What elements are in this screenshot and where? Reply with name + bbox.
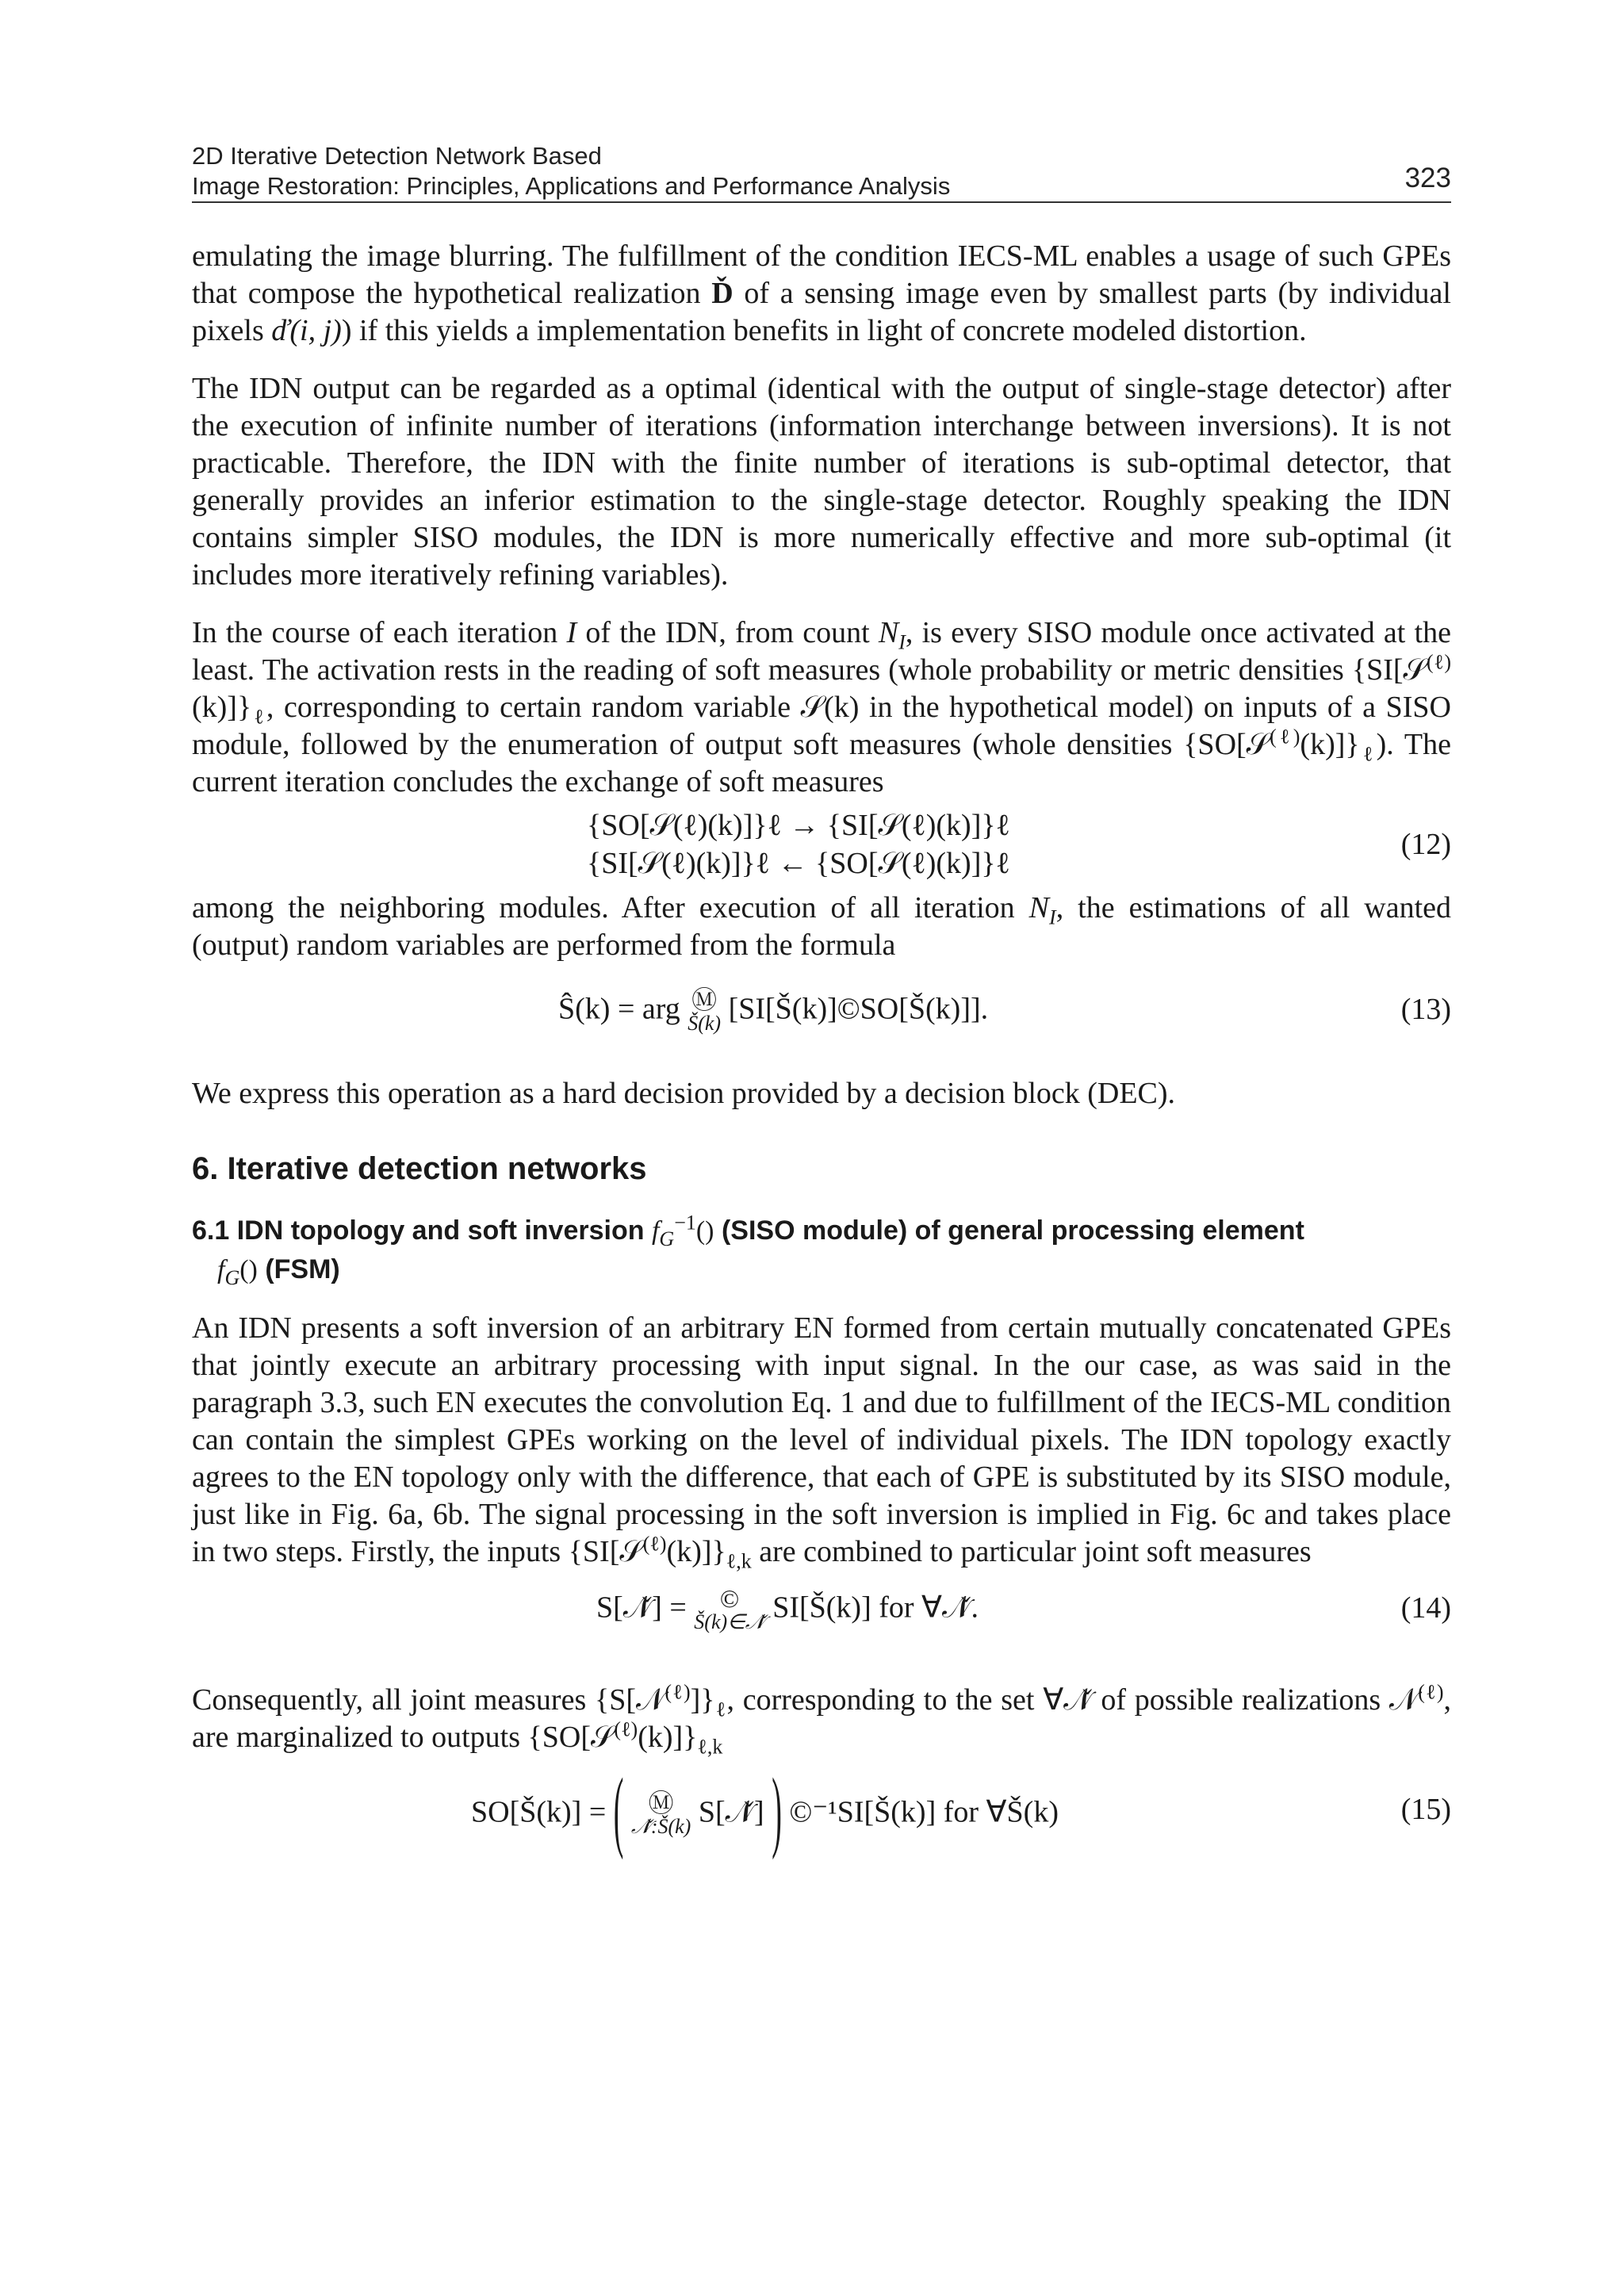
p1-bold-d: Ď [711, 277, 733, 310]
p1-text-a: emulating the image blurring. The fulfillment of the condition IECS-ML enables a usage of such GPEs that compose the hypothetical realization [192, 239, 1451, 310]
eq12-number: (12) [1400, 828, 1451, 861]
page-number: 323 [1404, 163, 1451, 193]
eq15-inner: S[𝒩̌] [698, 1795, 764, 1829]
eq14-rhs: SI[Š(k)] for ∀𝒩̌. [772, 1591, 979, 1625]
p1-pixel: ď(i, j) [271, 314, 342, 347]
eq15-op-symbol: Ⓜ [648, 1789, 674, 1817]
subsec-cg: G [224, 1265, 240, 1289]
eq13-operator [688, 988, 721, 1035]
p3-h: (k)]} [192, 691, 252, 724]
equation-12 [192, 804, 1451, 886]
p3-k: (ℓ) [1270, 725, 1300, 748]
subsec-math-2 [217, 1255, 258, 1289]
eq14-number: (14) [1400, 1591, 1451, 1625]
p3-e: I [898, 630, 906, 654]
subsec-g: G [659, 1227, 675, 1250]
p3-n: ). The current iteration concludes the exchange of soft measures [192, 728, 1451, 798]
p7-h: (ℓ) [614, 1717, 638, 1741]
equation-13 [192, 985, 1451, 1051]
eq14-op-under: Š(k)∈𝒩̌ [694, 1610, 765, 1633]
eq15-number: (15) [1400, 1793, 1451, 1826]
p7-f: (ℓ) [1418, 1680, 1444, 1704]
eq15-right-paren: ) [772, 1761, 782, 1862]
eq15-rhs: ©⁻¹SI[Š(k)] for ∀Š(k) [789, 1795, 1059, 1829]
eq12-line-2: {SI[𝒮(ℓ)(k)]}ℓ ← {SO[𝒮(ℓ)(k)]}ℓ [587, 847, 1010, 880]
p1-text-e: ) if this yields a implementation benefits in light of concrete modeled distortion. [341, 314, 1307, 347]
subsec-line2 [192, 1254, 340, 1289]
eq12-line-1: {SO[𝒮(ℓ)(k)]}ℓ → {SI[𝒮(ℓ)(k)]}ℓ [587, 809, 1010, 842]
p3-g: (ℓ) [1426, 650, 1451, 674]
eq15-left-paren: ( [613, 1761, 624, 1862]
p3-m: ℓ [1359, 742, 1377, 766]
header-rule [192, 201, 1451, 203]
eq13-number: (13) [1400, 993, 1451, 1026]
eq13-rhs: [SI[Š(k)]©SO[Š(k)]]. [728, 992, 989, 1026]
subsec-d: (FSM) [257, 1254, 340, 1284]
paragraph-6 [192, 1310, 1451, 1571]
eq15-lhs: SO[Š(k)] = [471, 1795, 607, 1829]
p7-c: ]} [690, 1683, 715, 1717]
p3-d: N [878, 616, 899, 649]
p6-a: An IDN presents a soft inversion of an arbitrary EN formed from certain mutually concatenated GPEs that jointly execute an arbitrary processing with input signal. In the our case, as was said in the paragraph 3.3, such EN executes the convolution Eq. 1 and due to fulfillment of the IECS-ML condition can contain the simplest GPEs working on the level of individual pixels. The IDN topology exactly agrees to the EN topology only with the difference, that each of GPE is substituted by its SISO module, just like in Fig. 6a, 6b. The signal processing in the soft inversion is implied in Fig. 6c and takes place in two steps. Firstly, the inputs {SI[𝒮 [192, 1311, 1451, 1568]
eq13-op-under: Š(k) [688, 1012, 722, 1035]
p4-b: N [1028, 891, 1050, 924]
p3-c: of the IDN, from count [576, 616, 879, 649]
p7-a: Consequently, all joint measures {S[𝒩 [192, 1683, 665, 1717]
p6-d: ℓ,k [726, 1549, 752, 1573]
p4-a: among the neighboring modules. After execution of all iteration [192, 891, 1029, 924]
equation-15 [192, 1761, 1451, 1878]
header-line-2: Image Restoration: Principles, Applications and Performance Analysis [192, 172, 951, 200]
header-line-1: 2D Iterative Detection Network Based [192, 142, 602, 170]
section-heading: 6. Iterative detection networks [192, 1151, 647, 1186]
paragraph-1 [192, 238, 1451, 350]
p7-d: ℓ [714, 1698, 727, 1721]
eq15-op-under: 𝒩̌:Š(k) [630, 1815, 691, 1838]
eq14-op-symbol: © [719, 1584, 740, 1613]
subsec-paren: () [695, 1216, 714, 1246]
p7-i: (k)]} [638, 1721, 698, 1754]
subsection-heading [192, 1212, 1451, 1289]
paragraph-2: The IDN output can be regarded as a optimal (identical with the output of single-stage detector) after the execution of infinite number of iterations (information interchange between inversions). It is not practicable. Therefore, the IDN with the finite number of iterations is sub-optimal detector, that generally provides an inferior estimation to the single-stage detector. Roughly speaking the IDN contains simpler SISO modules, the IDN is more numerically effective and more sub-optimal (it includes more iteratively refining variables). [192, 372, 1451, 591]
paragraph-7 [192, 1680, 1451, 1759]
eq13-op-symbol: Ⓜ [691, 986, 718, 1014]
equation-14 [192, 1579, 1451, 1661]
subsec-cp: () [239, 1255, 258, 1284]
p3-i: ℓ [251, 705, 266, 729]
p3-l: (k)]} [1300, 728, 1360, 761]
p6-b: (ℓ) [642, 1532, 667, 1556]
subsec-c: f [217, 1255, 225, 1284]
subsec-f: f [651, 1216, 660, 1246]
paragraph-4 [192, 890, 1451, 964]
eq13-lhs: Ŝ(k) = arg [558, 992, 680, 1026]
p3-a: In the course of each iteration [192, 616, 567, 649]
p4-c: I [1049, 905, 1056, 929]
p7-b: (ℓ) [665, 1680, 691, 1704]
p6-c: (k)]} [666, 1535, 726, 1568]
p4-d: , the estimations of all wanted (output) random variables are performed from the formula [192, 891, 1451, 962]
eq15-operator [631, 1791, 691, 1839]
p6-e: are combined to particular joint soft measures [751, 1535, 1312, 1568]
eq14-operator [694, 1584, 765, 1634]
eq15-body [471, 1761, 1059, 1862]
eq14-body [596, 1584, 979, 1634]
subsec-exp: −1 [674, 1211, 696, 1235]
p7-g: , are marginalized to outputs {SO[𝒮 [192, 1683, 1451, 1754]
p3-b: I [566, 616, 577, 649]
paragraph-3 [192, 614, 1451, 801]
subsec-a: 6.1 IDN topology and soft inversion [192, 1215, 652, 1246]
eq13-body [558, 988, 988, 1035]
body-text [192, 238, 1451, 1878]
eq14-lhs: S[𝒩̌] = [596, 1591, 687, 1625]
p7-e: , corresponding to the set ∀𝒩̌ of possible realizations 𝒩 [726, 1683, 1419, 1717]
p3-j: , corresponding to certain random variable 𝒮(k) in the hypothetical model) on inputs of a SISO module, followed by the enumeration of output soft measures (whole densities {SO[𝒮 [192, 691, 1451, 761]
subsec-math-1 [651, 1211, 714, 1250]
p7-j: ℓ,k [697, 1735, 723, 1759]
subsec-b: (SISO module) of general processing element [714, 1215, 1304, 1246]
paragraph-5: We express this operation as a hard decision provided by a decision block (DEC). [192, 1077, 1176, 1110]
p1-text-c: of a sensing image even by smallest parts (by individual pixels [192, 277, 1451, 347]
running-header [192, 141, 1451, 201]
p3-f: , is every SISO module once activated at the least. The activation rests in the reading of soft measures (whole probability or metric densities {SI[𝒮 [192, 616, 1451, 687]
